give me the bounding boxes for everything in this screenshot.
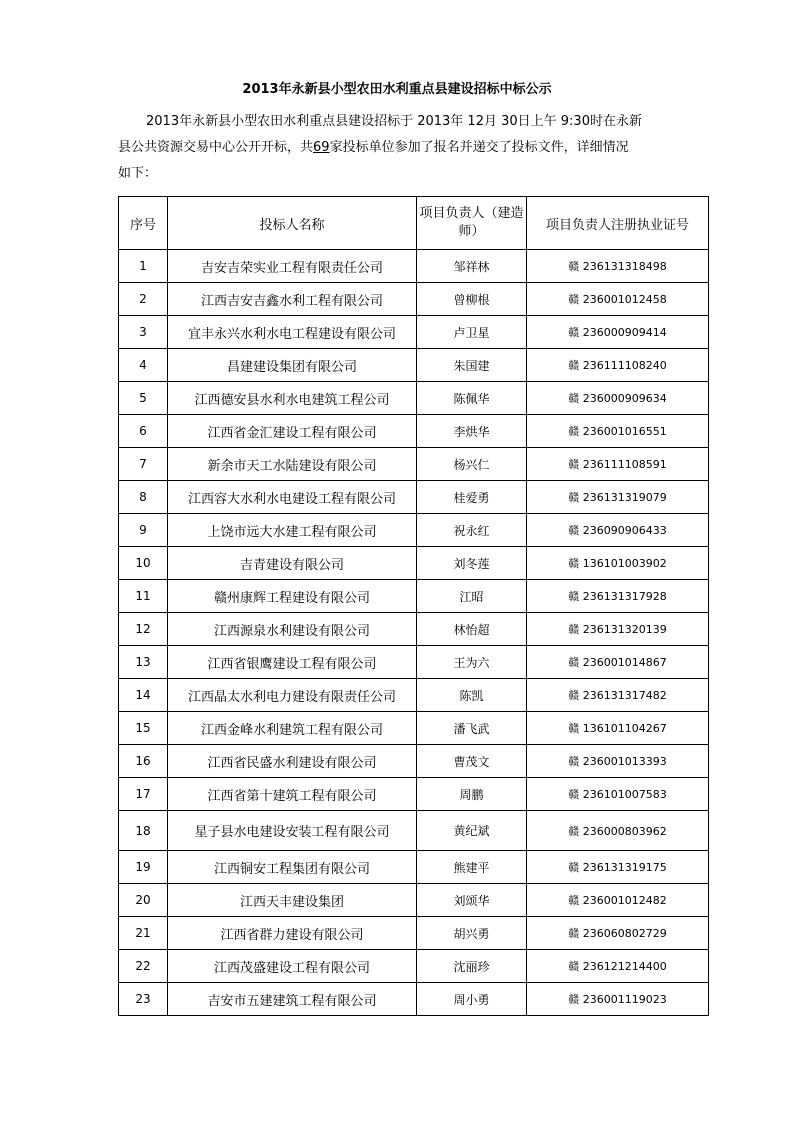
cert-number: 赣 236131317482 <box>527 679 709 712</box>
row-number: 6 <box>119 415 168 448</box>
row-number: 5 <box>119 382 168 415</box>
row-number: 16 <box>119 745 168 778</box>
row-number: 20 <box>119 884 168 917</box>
table-row <box>119 316 709 349</box>
row-number: 13 <box>119 646 168 679</box>
row-number: 17 <box>119 778 168 811</box>
intro-line-2-end: 家投标单位参加了报名并递交了投标文件，详细情况 <box>329 140 629 155</box>
cert-number: 赣 236101007583 <box>527 778 709 811</box>
table-row <box>119 415 709 448</box>
cert-number: 赣 236001119023 <box>527 983 709 1016</box>
bidder-table <box>118 196 709 1016</box>
intro-line-2 <box>118 135 693 161</box>
table-row <box>119 580 709 613</box>
bidder-name: 江西铜安工程集团有限公司 <box>168 851 417 884</box>
bidder-name: 江西茂盛建设工程有限公司 <box>168 950 417 983</box>
row-number: 19 <box>119 851 168 884</box>
cert-number: 赣 236131319175 <box>527 851 709 884</box>
project-manager: 熊建平 <box>417 851 527 884</box>
row-number: 11 <box>119 580 168 613</box>
project-manager: 黄纪斌 <box>417 811 527 851</box>
cert-number: 赣 236001014867 <box>527 646 709 679</box>
bidder-name: 昌建建设集团有限公司 <box>168 349 417 382</box>
cert-number: 赣 236131320139 <box>527 613 709 646</box>
row-number: 12 <box>119 613 168 646</box>
cert-number: 赣 236090906433 <box>527 514 709 547</box>
project-manager: 卢卫星 <box>417 316 527 349</box>
project-manager: 陈凯 <box>417 679 527 712</box>
row-number: 4 <box>119 349 168 382</box>
bidder-name: 宜丰永兴水利水电工程建设有限公司 <box>168 316 417 349</box>
table-row <box>119 250 709 283</box>
row-number: 22 <box>119 950 168 983</box>
bidder-name: 江西省第十建筑工程有限公司 <box>168 778 417 811</box>
cert-number: 赣 236000909634 <box>527 382 709 415</box>
bidder-name: 江西德安县水利水电建筑工程公司 <box>168 382 417 415</box>
cert-number: 赣 236060802729 <box>527 917 709 950</box>
cert-number: 赣 236001016551 <box>527 415 709 448</box>
project-manager: 刘冬莲 <box>417 547 527 580</box>
bidder-name: 江西省民盛水利建设有限公司 <box>168 745 417 778</box>
bidder-name: 江西源泉水利建设有限公司 <box>168 613 417 646</box>
table-row <box>119 917 709 950</box>
bidder-name: 赣州康辉工程建设有限公司 <box>168 580 417 613</box>
project-manager: 周鹏 <box>417 778 527 811</box>
intro-paragraph <box>118 109 693 187</box>
project-manager: 祝永红 <box>417 514 527 547</box>
project-manager: 胡兴勇 <box>417 917 527 950</box>
row-number: 7 <box>119 448 168 481</box>
table-row <box>119 283 709 316</box>
row-number: 9 <box>119 514 168 547</box>
project-manager: 李烘华 <box>417 415 527 448</box>
header-project-manager: 项目负责人（建造师） <box>417 197 527 250</box>
project-manager: 陈佩华 <box>417 382 527 415</box>
project-manager: 林怡超 <box>417 613 527 646</box>
project-manager: 朱国建 <box>417 349 527 382</box>
table-row <box>119 884 709 917</box>
table-row <box>119 679 709 712</box>
page-title: 2013年永新县小型农田水利重点县建设招标中标公示 <box>242 82 552 97</box>
project-manager: 潘飞武 <box>417 712 527 745</box>
bidder-name: 江西吉安吉鑫水利工程有限公司 <box>168 283 417 316</box>
table-header-row <box>119 197 709 250</box>
table-row <box>119 481 709 514</box>
cert-number: 赣 236131317928 <box>527 580 709 613</box>
header-cert-number: 项目负责人注册执业证号 <box>527 197 709 250</box>
table-row <box>119 983 709 1016</box>
row-number: 3 <box>119 316 168 349</box>
intro-line-1: 2013年永新县小型农田水利重点县建设招标于 2013年 12月 30日上午 9:30时在永新 <box>146 114 642 129</box>
table-row <box>119 811 709 851</box>
bidder-name: 吉安吉荣实业工程有限责任公司 <box>168 250 417 283</box>
cert-number: 赣 236001012458 <box>527 283 709 316</box>
bidder-name: 江西金峰水利建筑工程有限公司 <box>168 712 417 745</box>
table-row <box>119 745 709 778</box>
project-manager: 刘颂华 <box>417 884 527 917</box>
cert-number: 赣 236131319079 <box>527 481 709 514</box>
cert-number: 赣 236000803962 <box>527 811 709 851</box>
table-row <box>119 448 709 481</box>
project-manager: 桂爱勇 <box>417 481 527 514</box>
project-manager: 江昭 <box>417 580 527 613</box>
cert-number: 赣 236131318498 <box>527 250 709 283</box>
bidder-name: 江西省银鹰建设工程有限公司 <box>168 646 417 679</box>
table-row <box>119 712 709 745</box>
bidder-name: 江西天丰建设集团 <box>168 884 417 917</box>
table-row <box>119 349 709 382</box>
cert-number: 赣 236000909414 <box>527 316 709 349</box>
row-number: 21 <box>119 917 168 950</box>
table-body <box>119 250 709 1016</box>
row-number: 2 <box>119 283 168 316</box>
cert-number: 赣 236001012482 <box>527 884 709 917</box>
row-number: 1 <box>119 250 168 283</box>
bidder-name: 江西省金汇建设工程有限公司 <box>168 415 417 448</box>
cert-number: 赣 136101003902 <box>527 547 709 580</box>
bidder-name: 星子县水电建设安装工程有限公司 <box>168 811 417 851</box>
project-manager: 杨兴仁 <box>417 448 527 481</box>
cert-number: 赣 236121214400 <box>527 950 709 983</box>
row-number: 15 <box>119 712 168 745</box>
table-row <box>119 547 709 580</box>
bidder-name: 江西省群力建设有限公司 <box>168 917 417 950</box>
header-bidder-name: 投标人名称 <box>168 197 417 250</box>
project-manager: 王为六 <box>417 646 527 679</box>
table-row <box>119 778 709 811</box>
table-row <box>119 851 709 884</box>
project-manager: 曹茂文 <box>417 745 527 778</box>
project-manager: 周小勇 <box>417 983 527 1016</box>
bidder-name: 上饶市远大水建工程有限公司 <box>168 514 417 547</box>
table-row <box>119 382 709 415</box>
bidder-count: 69 <box>313 140 330 155</box>
row-number: 8 <box>119 481 168 514</box>
table-row <box>119 646 709 679</box>
project-manager: 曾柳根 <box>417 283 527 316</box>
bidder-name: 江西容大水利水电建设工程有限公司 <box>168 481 417 514</box>
project-manager: 沈丽珍 <box>417 950 527 983</box>
row-number: 14 <box>119 679 168 712</box>
cert-number: 赣 236001013393 <box>527 745 709 778</box>
table-row <box>119 613 709 646</box>
cert-number: 赣 236111108240 <box>527 349 709 382</box>
intro-line-3: 如下： <box>118 166 158 181</box>
bidder-name: 江西晶太水利电力建设有限责任公司 <box>168 679 417 712</box>
header-no: 序号 <box>119 197 168 250</box>
bidder-name: 吉安市五建建筑工程有限公司 <box>168 983 417 1016</box>
table-row <box>119 950 709 983</box>
cert-number: 赣 236111108591 <box>527 448 709 481</box>
row-number: 10 <box>119 547 168 580</box>
intro-line-2-start: 县公共资源交易中心公开开标，共 <box>118 140 314 155</box>
bidder-name: 吉青建设有限公司 <box>168 547 417 580</box>
bidder-name: 新余市天工水陆建设有限公司 <box>168 448 417 481</box>
cert-number: 赣 136101104267 <box>527 712 709 745</box>
table-row <box>119 514 709 547</box>
row-number: 23 <box>119 983 168 1016</box>
project-manager: 邹祥林 <box>417 250 527 283</box>
row-number: 18 <box>119 811 168 851</box>
